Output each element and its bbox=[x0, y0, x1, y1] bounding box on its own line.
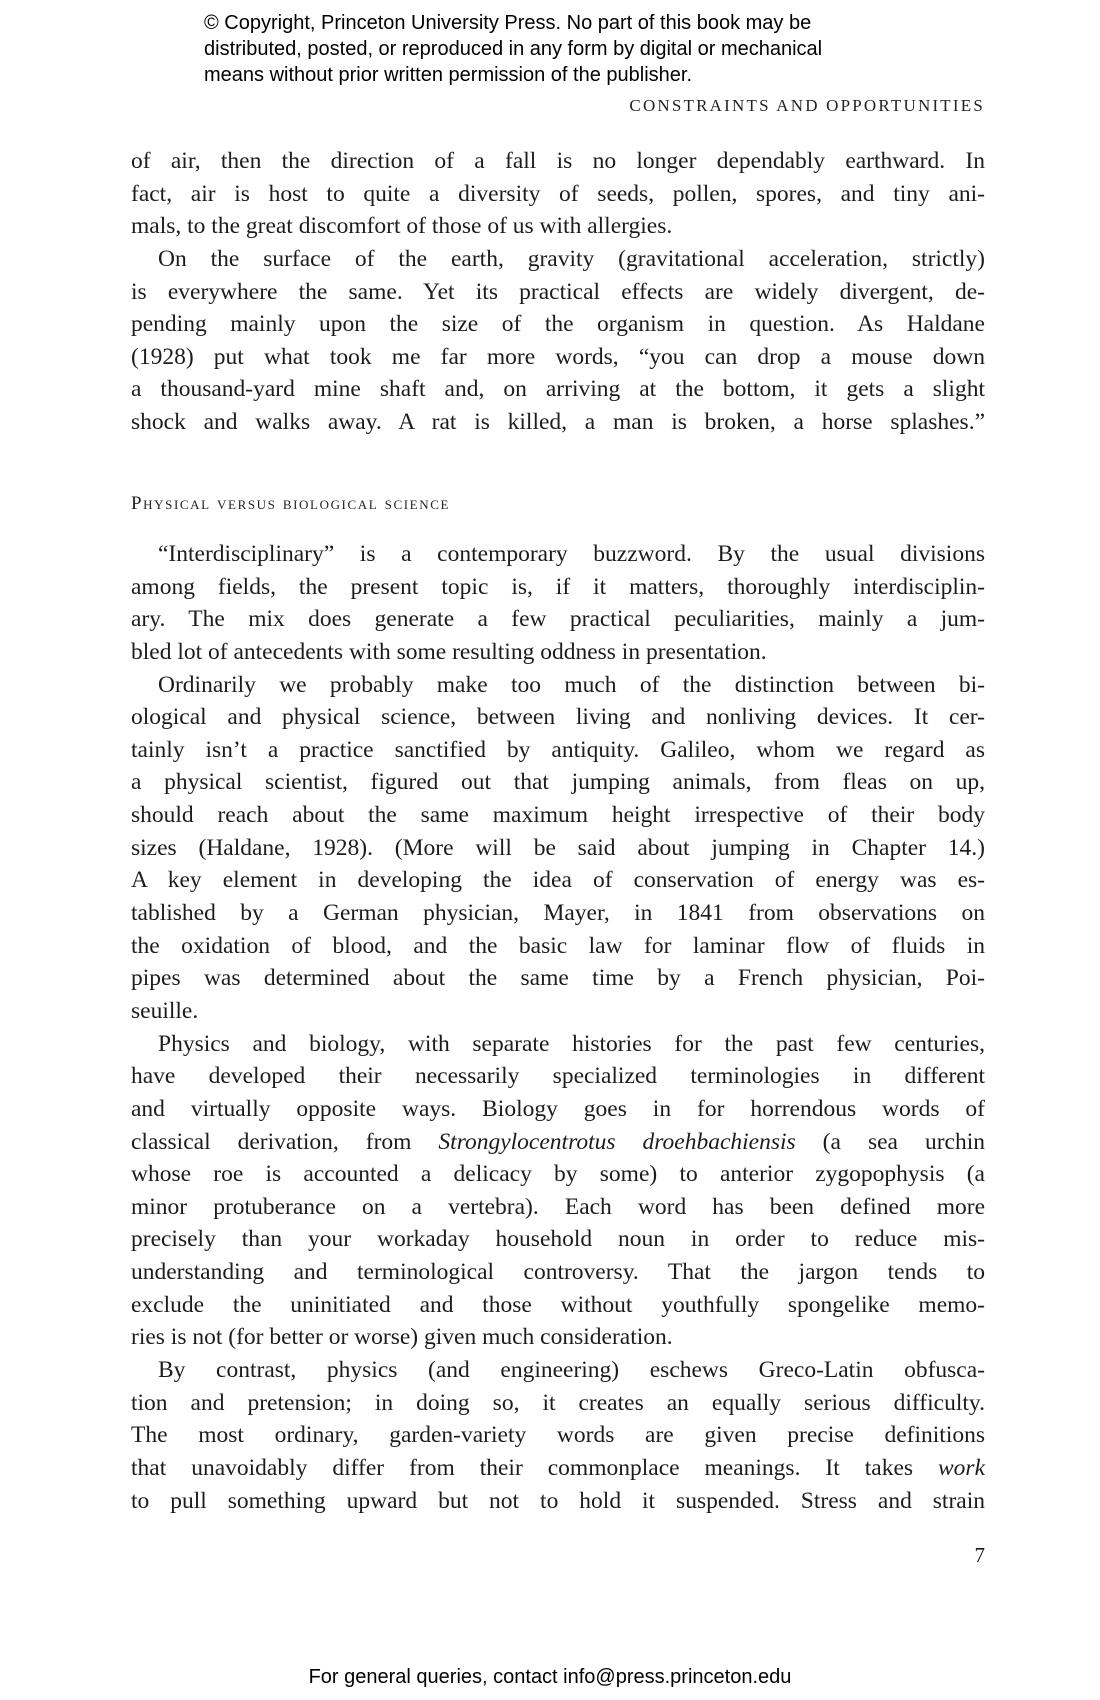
text-line: exclude the uninitiated and those without youthfully spongelike memo- bbox=[131, 1291, 985, 1318]
footer-contact: For general queries, contact info@press.princeton.edu bbox=[308, 1666, 792, 1688]
text-line: bled lot of antecedents with some resulting oddness in presentation. bbox=[131, 638, 767, 665]
text-line: a physical scientist, figured out that jumping animals, from fleas on up, bbox=[131, 769, 985, 796]
text-line: and virtually opposite ways. Biology goes in for horrendous words of bbox=[131, 1095, 985, 1122]
text-line: On the surface of the earth, gravity (gravitational acceleration, strictly) bbox=[158, 245, 985, 272]
text-line: ary. The mix does generate a few practical peculiarities, mainly a jum- bbox=[131, 606, 985, 633]
text-line: ological and physical science, between living and nonliving devices. It cer- bbox=[131, 704, 985, 731]
copyright-line: distributed, posted, or reproduced in any form by digital or mechanical bbox=[204, 38, 823, 60]
text-line: the oxidation of blood, and the basic law for laminar flow of fluids in bbox=[131, 932, 985, 959]
paragraph bbox=[131, 538, 985, 669]
text-line bbox=[131, 1126, 985, 1159]
page-number: 7 bbox=[974, 1543, 985, 1567]
text-line: a thousand-yard mine shaft and, on arriving at the bottom, it gets a slight bbox=[131, 376, 985, 403]
text-line: minor protuberance on a vertebra). Each word has been defined more bbox=[131, 1193, 985, 1220]
text-line: is everywhere the same. Yet its practical effects are widely divergent, de- bbox=[131, 278, 985, 305]
text-line: should reach about the same maximum height irrespective of their body bbox=[131, 802, 985, 829]
section-heading: Physical versus biological science bbox=[131, 493, 451, 514]
text-line: to pull something upward but not to hold it suspended. Stress and strain bbox=[131, 1487, 985, 1514]
text-line: ries is not (for better or worse) given much consideration. bbox=[131, 1324, 673, 1351]
text-line: tion and pretension; in doing so, it creates an equally serious difficulty. bbox=[131, 1389, 985, 1416]
text-segment: classical derivation, from bbox=[131, 1128, 439, 1155]
text-line: By contrast, physics (and engineering) eschews Greco-Latin obfusca- bbox=[158, 1357, 985, 1384]
text-line: “Interdisciplinary” is a contemporary buzzword. By the usual divisions bbox=[158, 541, 985, 567]
text-line: tablished by a German physician, Mayer, in 1841 from observations on bbox=[131, 900, 985, 927]
text-line: pipes was determined about the same time by a French physician, Poi- bbox=[131, 965, 985, 992]
copyright-line: © Copyright, Princeton University Press. No part of this book may be bbox=[204, 12, 812, 34]
paragraph bbox=[131, 669, 985, 1028]
body-text-before-heading bbox=[131, 145, 985, 439]
text-line: among fields, the present topic is, if it matters, thoroughly interdisciplin- bbox=[131, 573, 985, 600]
text-line: pending mainly upon the size of the organism in question. As Haldane bbox=[131, 311, 985, 338]
body-text-after-heading bbox=[131, 538, 985, 1517]
text-line: have developed their necessarily specialized terminologies in different bbox=[131, 1063, 985, 1090]
italic-term: Strongylocentrotus droehbachiensis bbox=[438, 1128, 796, 1155]
text-segment: (a sea urchin bbox=[795, 1128, 985, 1155]
text-line bbox=[131, 1452, 985, 1485]
text-line: mals, to the great discomfort of those of us with allergies. bbox=[131, 213, 673, 240]
text-line: of air, then the direction of a fall is no longer dependably earthward. In bbox=[131, 148, 985, 174]
copyright-notice bbox=[204, 10, 822, 88]
paragraph bbox=[131, 145, 985, 243]
text-line: Physics and biology, with separate histories for the past few centuries, bbox=[158, 1030, 985, 1057]
text-line: seuille. bbox=[131, 997, 199, 1024]
text-line: precisely than your workaday household noun in order to reduce mis- bbox=[131, 1226, 985, 1253]
text-line: understanding and terminological controversy. That the jargon tends to bbox=[131, 1259, 985, 1286]
paragraph bbox=[131, 1028, 985, 1354]
copyright-line: means without prior written permission of the publisher. bbox=[204, 64, 693, 86]
text-line: shock and walks away. A rat is killed, a man is broken, a horse splashes.” bbox=[131, 409, 985, 436]
text-line: (1928) put what took me far more words, “you can drop a mouse down bbox=[131, 343, 985, 370]
text-line: tainly isn’t a practice sanctified by antiquity. Galileo, whom we regard as bbox=[131, 736, 985, 763]
text-line: sizes (Haldane, 1928). (More will be said about jumping in Chapter 14.) bbox=[131, 834, 985, 861]
text-segment: that unavoidably differ from their commonplace meanings. It takes bbox=[131, 1454, 938, 1481]
text-line: fact, air is host to quite a diversity of seeds, pollen, spores, and tiny ani- bbox=[131, 180, 985, 207]
text-line: The most ordinary, garden-variety words are given precise definitions bbox=[131, 1422, 985, 1449]
italic-term: work bbox=[938, 1454, 985, 1481]
text-line: A key element in developing the idea of conservation of energy was es- bbox=[131, 867, 985, 894]
paragraph bbox=[131, 243, 985, 439]
text-line: Ordinarily we probably make too much of the distinction between bi- bbox=[158, 671, 985, 698]
text-line: whose roe is accounted a delicacy by some) to anterior zygopophysis (a bbox=[131, 1161, 985, 1188]
running-head: CONSTRAINTS AND OPPORTUNITIES bbox=[629, 96, 985, 115]
paragraph bbox=[131, 1354, 985, 1517]
